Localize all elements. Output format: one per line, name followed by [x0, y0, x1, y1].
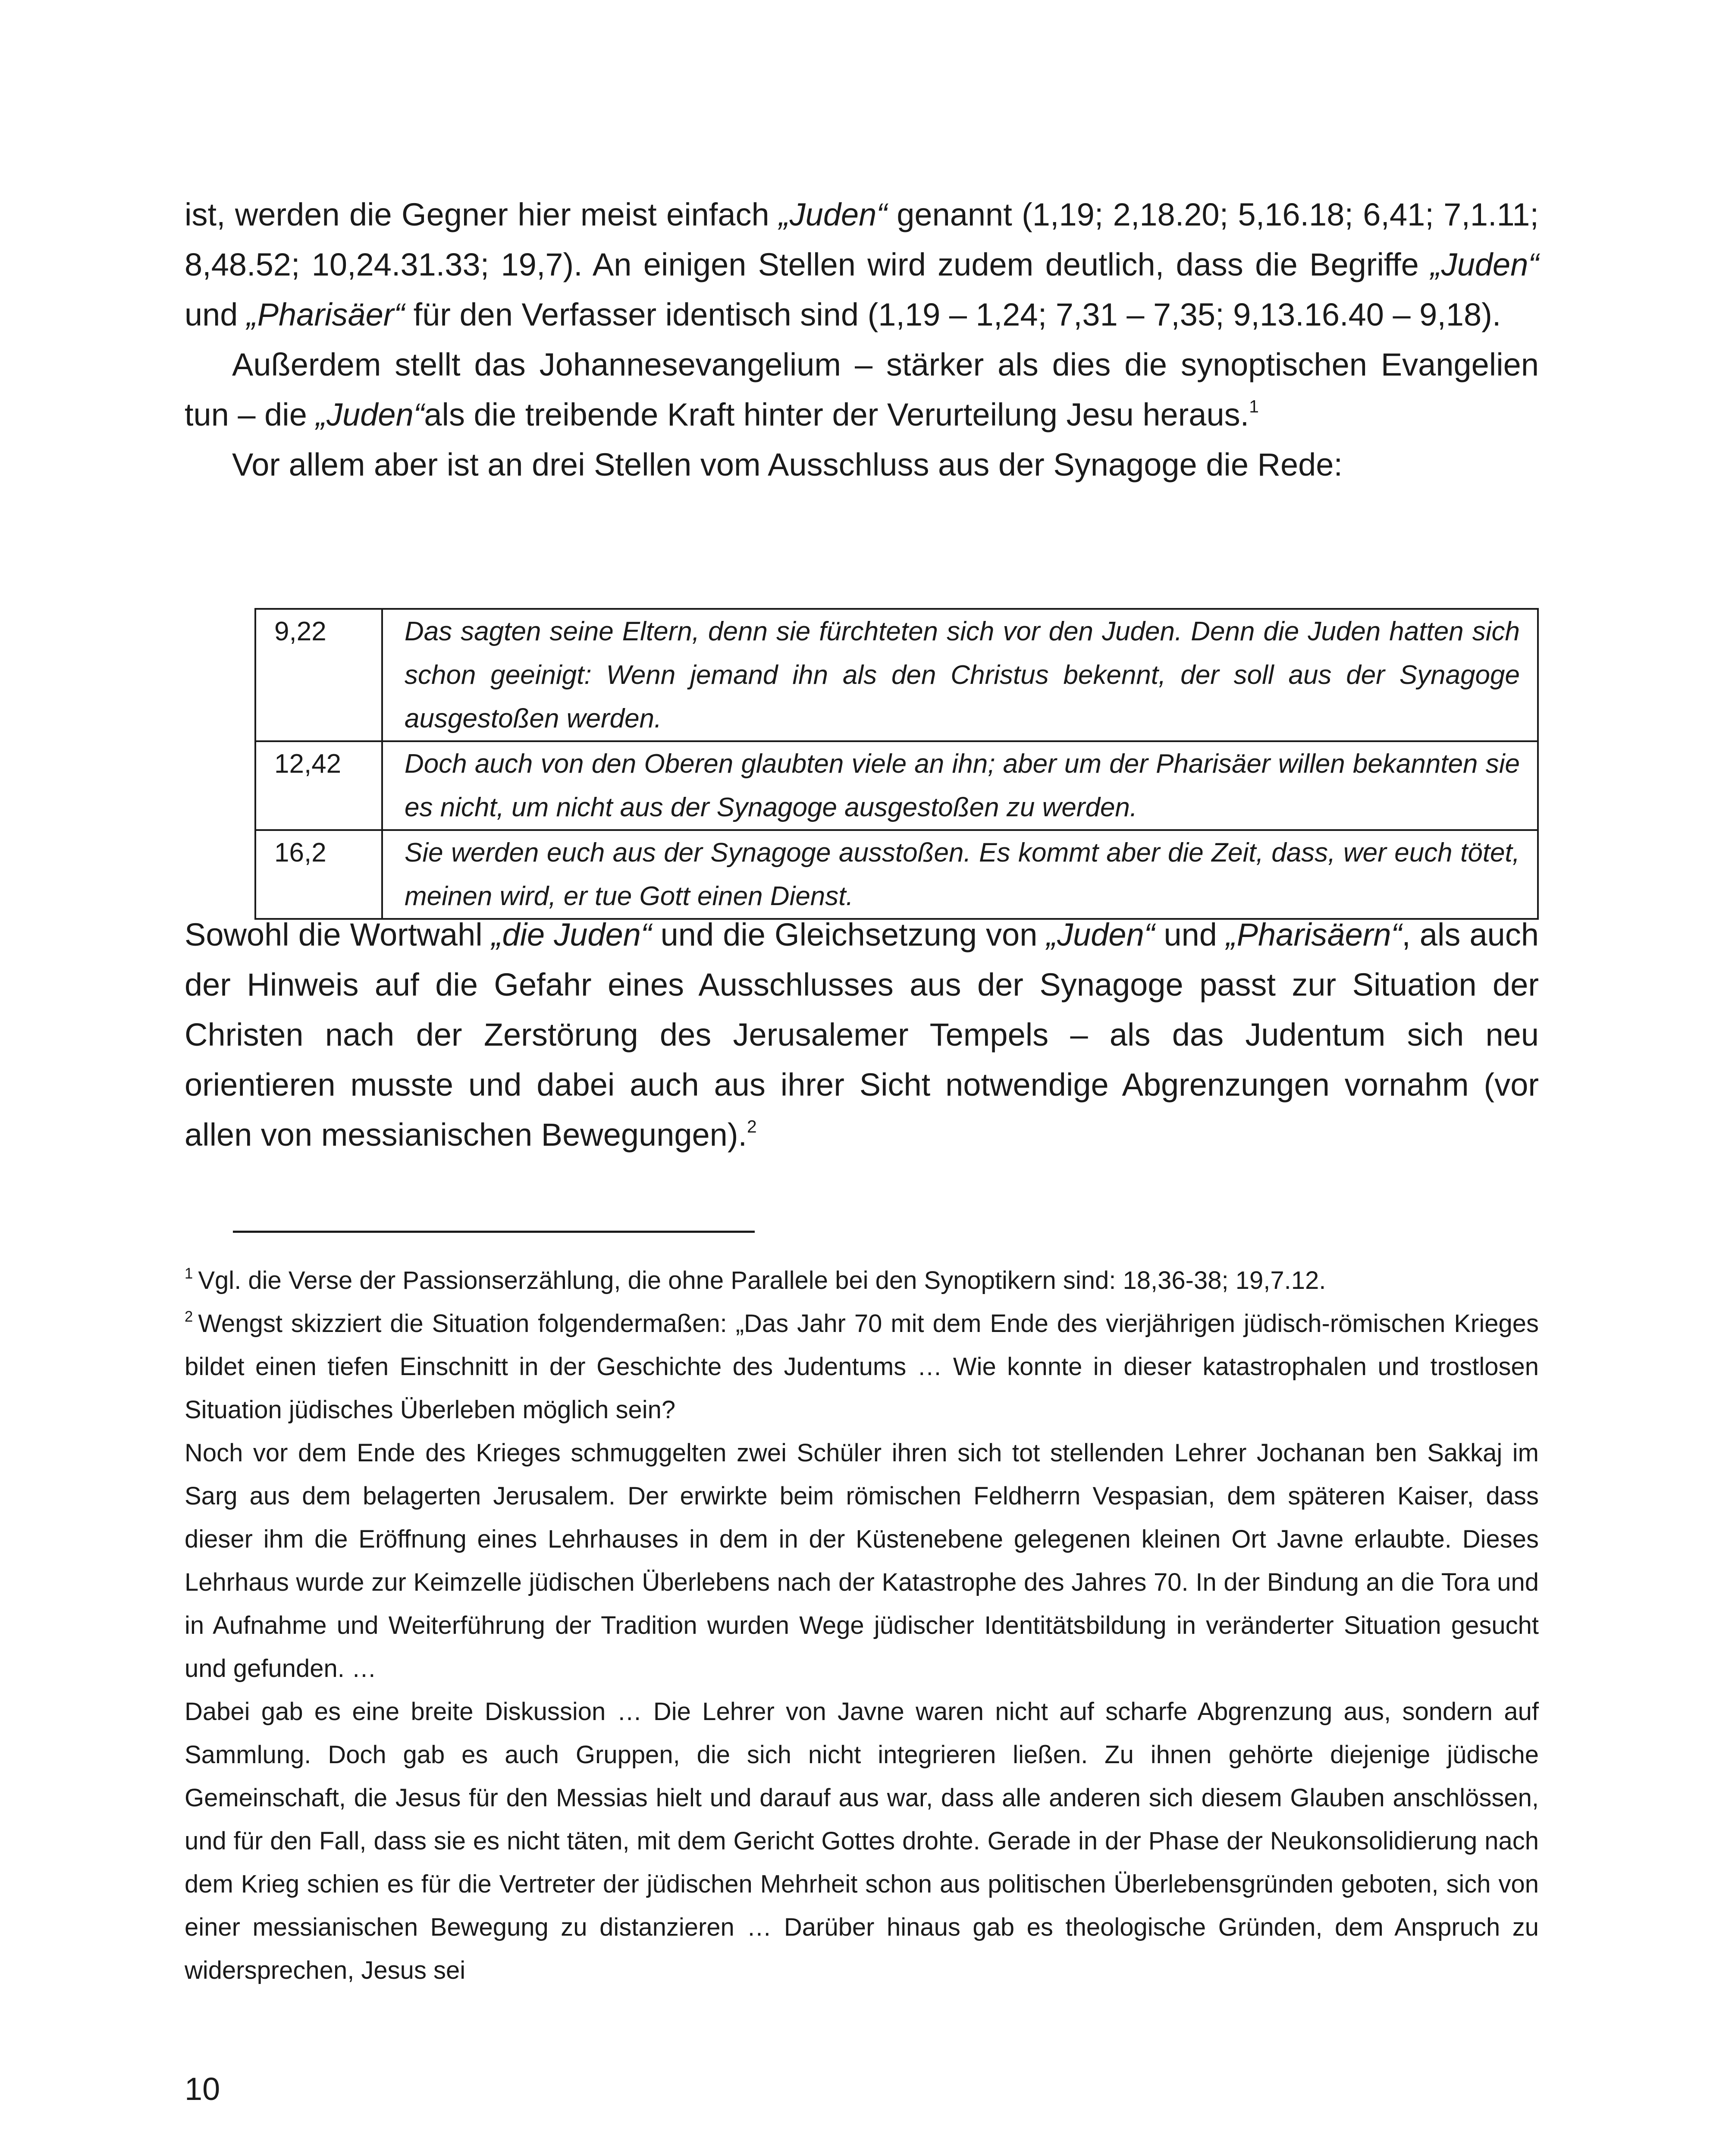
- text-span: und: [1155, 917, 1227, 953]
- verse-reference: 9,22: [255, 609, 382, 741]
- footnote-text: Wengst skizziert die Situation folgendermaßen: „Das Jahr 70 mit dem Ende des vierjährigen jüdisch-römischen Krieges bildet einen tiefen Einschnitt in der Geschichte des Judentums … Wie konnte in dieser katastrophalen und trostlosen Situation jüdisches Überleben möglich sein?: [185, 1310, 1539, 1424]
- text-span: und die Gleichsetzung von: [651, 917, 1047, 953]
- verse-text: Sie werden euch aus der Synagoge ausstoßen. Es kommt aber die Zeit, dass, wer euch tötet, meinen wird, er tue Gott einen Dienst.: [382, 830, 1538, 919]
- paragraph-3: Vor allem aber ist an drei Stellen vom Ausschluss aus der Synagoge die Rede:: [232, 447, 1343, 483]
- verse-text: Doch auch von den Oberen glaubten viele an ihn; aber um der Pharisäer willen bekannten sie es nicht, um nicht aus der Synagoge ausgestoßen zu werden.: [382, 741, 1538, 830]
- page-number: 10: [185, 2071, 220, 2107]
- footnote-text: Vgl. die Verse der Passionserzählung, die ohne Parallele bei den Synoptikern sind: 18,36-38; 19,7.12.: [198, 1266, 1326, 1294]
- verse-text: Das sagten seine Eltern, denn sie fürchteten sich vor den Juden. Denn die Juden hatten sich schon geeinigt: Wenn jemand ihn als den Christus bekennt, der soll aus der Synagoge ausgestoßen werden.: [382, 609, 1538, 741]
- table-row: [255, 609, 1538, 741]
- footnote-ref-1[interactable]: 1: [1249, 396, 1259, 417]
- scripture-table: [254, 608, 1539, 920]
- text-span: ist, werden die Gegner hier meist einfach: [185, 197, 779, 232]
- paragraph-1: [185, 190, 1539, 340]
- footnote-ref-2[interactable]: 2: [747, 1116, 757, 1137]
- verse-reference: 12,42: [255, 741, 382, 830]
- text-span: , als auch der Hinweis auf die Gefahr eines Ausschlusses aus der Synagoge passt zur Situation der Christen nach der Zerstörung des Jerusalemer Tempels – als das Judentum sich neu orientieren musste und dabei auch aus ihrer Sicht notwendige Abgrenzungen vornahm (vor allen von messianischen Bewegungen).: [185, 917, 1539, 1153]
- footnote-1: [185, 1259, 1539, 1302]
- text-span: Außerdem stellt das Johannesevangelium – stärker als dies die synoptischen Evangelien tun – die: [185, 347, 1539, 432]
- footnote-separator: [233, 1231, 755, 1233]
- emphasis-juden: „Juden“: [316, 397, 424, 432]
- emphasis-juden: „Juden“: [1046, 917, 1155, 953]
- text-span: für den Verfasser identisch sind (1,19 – 1,24; 7,31 – 7,35; 9,13.16.40 – 9,18).: [405, 297, 1501, 332]
- emphasis-die-juden: „die Juden“: [491, 917, 652, 953]
- main-text: [185, 190, 1539, 490]
- text-span: als die treibende Kraft hinter der Verurteilung Jesu heraus.: [424, 397, 1249, 432]
- main-text-continued: [185, 910, 1539, 1160]
- footnote-marker: 1: [185, 1265, 193, 1282]
- paragraph-4: [185, 910, 1539, 1160]
- text-span: genannt (1,19; 2,18.20; 5,16.18; 6,41; 7,1.11; 8,48.52; 10,24.31.33; 19,7). An einigen Stellen wird zudem deutlich, dass die Begriffe: [185, 197, 1539, 282]
- footnote-marker: 2: [185, 1308, 193, 1325]
- emphasis-juden: „Juden“: [1431, 247, 1539, 282]
- paragraph-2: [185, 340, 1539, 440]
- table-row: [255, 741, 1538, 830]
- footnote-2: [185, 1302, 1539, 1432]
- footnote-2-paragraph-2: Noch vor dem Ende des Krieges schmuggelten zwei Schüler ihren sich tot stellenden Lehrer Jochanan ben Sakkaj im Sarg aus dem belagerten Jerusalem. Der erwirkte beim römischen Feldherrn Vespasian, dem späteren Kaiser, dass dieser ihm die Eröffnung eines Lehrhauses in dem in der Küstenebene gelegenen kleinen Ort Javne erlaubte. Dieses Lehrhaus wurde zur Keimzelle jüdischen Überlebens nach der Katastrophe des Jahres 70. In der Bindung an die Tora und in Aufnahme und Weiterführung der Tradition wurden Wege jüdischer Identitätsbildung in veränderter Situation gesucht und gefunden. …: [185, 1439, 1539, 1683]
- table-row: [255, 830, 1538, 919]
- text-span: und: [185, 297, 247, 332]
- emphasis-pharisaeer: „Pharisäer“: [247, 297, 405, 332]
- emphasis-pharisaeern: „Pharisäern“: [1226, 917, 1402, 953]
- verse-reference: 16,2: [255, 830, 382, 919]
- emphasis-juden: „Juden“: [779, 197, 887, 232]
- footnote-2-paragraph-3: Dabei gab es eine breite Diskussion … Die Lehrer von Javne waren nicht auf scharfe Abgrenzung aus, sondern auf Sammlung. Doch gab es auch Gruppen, die sich nicht integrieren ließen. Zu ihnen gehörte diejenige jüdische Gemeinschaft, die Jesus für den Messias hielt und darauf aus war, dass alle anderen sich diesem Glauben anschlössen, und für den Fall, dass sie es nicht täten, mit dem Gericht Gottes drohte. Gerade in der Phase der Neukonsolidierung nach dem Krieg schien es für die Vertreter der jüdischen Mehrheit schon aus politischen Überlebensgründen geboten, sich von einer messianischen Bewegung zu distanzieren … Darüber hinaus gab es theologische Gründen, dem Anspruch zu widersprechen, Jesus sei: [185, 1698, 1539, 1984]
- text-span: Sowohl die Wortwahl: [185, 917, 492, 953]
- footnotes: [185, 1259, 1539, 1992]
